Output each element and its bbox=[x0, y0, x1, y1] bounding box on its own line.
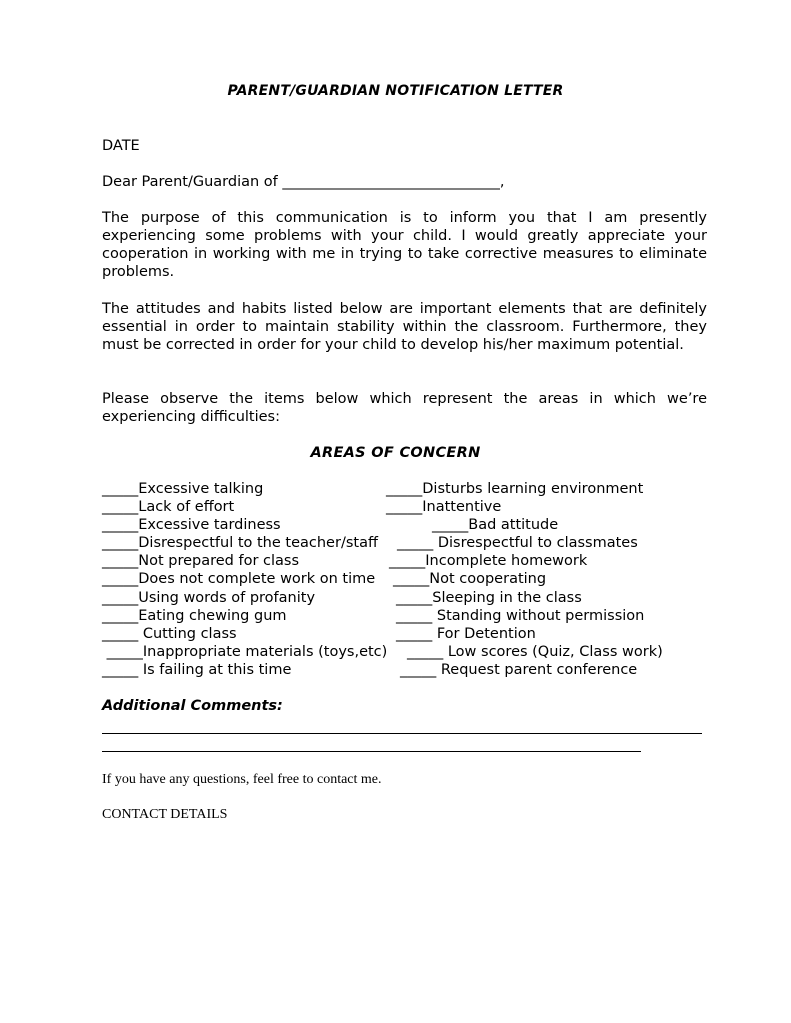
concern-item: _____Incomplete homework bbox=[389, 553, 588, 570]
concern-item: _____ Is failing at this time bbox=[102, 661, 292, 678]
concern-item: _____ For Detention bbox=[396, 625, 536, 642]
additional-comments-label: Additional Comments: bbox=[102, 698, 283, 714]
concern-item: _____Bad attitude bbox=[432, 517, 559, 534]
letter-title: PARENT/GUARDIAN NOTIFICATION LETTER bbox=[227, 83, 564, 99]
areas-of-concern-title: AREAS OF CONCERN bbox=[310, 445, 481, 461]
date-label: DATE bbox=[102, 138, 140, 154]
concern-item: _____Inappropriate materials (toys,etc) bbox=[102, 643, 388, 660]
concern-item: _____Not cooperating bbox=[393, 571, 547, 588]
concern-row bbox=[102, 534, 722, 552]
concern-item: _____Not prepared for class bbox=[102, 553, 300, 570]
concern-item: _____Excessive talking bbox=[102, 481, 264, 497]
concern-item: _____Does not complete work on time bbox=[102, 571, 376, 588]
concern-item: _____Inattentive bbox=[386, 499, 502, 516]
concern-row bbox=[102, 480, 722, 498]
paragraph-observe: Please observe the items below which represent the areas in which we’re experiencing difficulties: bbox=[102, 391, 707, 425]
comment-line bbox=[102, 751, 641, 752]
concern-item: _____Eating chewing gum bbox=[102, 607, 287, 624]
concern-row bbox=[102, 661, 722, 679]
concern-row bbox=[102, 589, 722, 607]
contact-details-label: CONTACT DETAILS bbox=[102, 807, 228, 822]
concern-row bbox=[102, 607, 722, 625]
concern-item: _____Disrespectful to the teacher/staff bbox=[102, 535, 378, 552]
paragraph-attitudes: The attitudes and habits listed below are important elements that are definitely essential in order to maintain stability within the classroom. Furthermore, they must be corrected in order for your child to develop his/her maximum potential. bbox=[102, 301, 707, 353]
concern-row bbox=[102, 643, 722, 661]
concern-item: _____Disturbs learning environment bbox=[386, 481, 644, 497]
concern-item: _____ Low scores (Quiz, Class work) bbox=[407, 643, 663, 660]
concern-item: _____ Cutting class bbox=[102, 625, 237, 642]
concern-row bbox=[102, 498, 722, 516]
comment-line bbox=[102, 733, 702, 734]
concern-item: _____ Request parent conference bbox=[400, 661, 638, 678]
questions-line: If you have any questions, feel free to contact me. bbox=[102, 772, 382, 787]
paragraph-purpose: The purpose of this communication is to inform you that I am presently experiencing some problems with your child. I would greatly appreciate your cooperation in working with me in trying to take corrective measures to eliminate problems. bbox=[102, 210, 707, 280]
concerns-list bbox=[102, 480, 722, 679]
concern-row bbox=[102, 570, 722, 588]
concern-item: _____Excessive tardiness bbox=[102, 517, 281, 534]
concern-item: _____Sleeping in the class bbox=[396, 589, 582, 606]
concern-row bbox=[102, 552, 722, 570]
concern-item: _____ Standing without permission bbox=[396, 607, 645, 624]
concern-item: _____ Disrespectful to classmates bbox=[397, 535, 638, 552]
concern-item: _____Using words of profanity bbox=[102, 589, 316, 606]
concern-row bbox=[102, 516, 722, 534]
salutation: Dear Parent/Guardian of ______________________________, bbox=[102, 174, 505, 190]
concern-row bbox=[102, 625, 722, 643]
concern-item: _____Lack of effort bbox=[102, 499, 235, 516]
